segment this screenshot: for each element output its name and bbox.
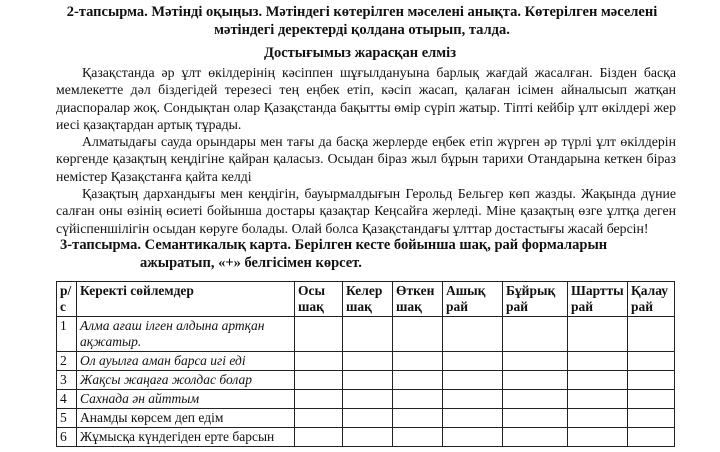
sentence-cell: Жақсы жаңаға жолдас болар [77,371,295,390]
answer-cell[interactable] [343,428,393,447]
answer-cell[interactable] [503,409,568,428]
row-number: 3 [57,371,77,390]
text-paragraph-3: Қазақтың дархандығы мен кеңдігін, бауырмалдығын Герольд Бельгер көп жазды. Жақында дүние салған оны өзінің өсиеті бойынша достары қазақтар Кеңсайға жерледі. Міне қазақтың өзге ұлтқа деген сүйіспеншілігін осыдан көруге болады. Олай болса Қазақстандағы ұлттар достастығы жасай берсін! [56,186,676,236]
sentence-cell: Алма ағаш ілген алдына артқан ақжатыр. [77,317,295,352]
row-number: 4 [57,390,77,409]
answer-cell[interactable] [343,317,393,352]
answer-cell[interactable] [443,317,503,352]
header-cell: Өткен шақ [393,282,443,317]
text-title: Достығымыз жарасқан елміз [263,45,457,61]
row-number: 5 [57,409,77,428]
header-cell: Бұйрық рай [503,282,568,317]
sentence-cell: Жұмысқа күндегіден ерте барсын [77,428,295,447]
answer-cell[interactable] [568,428,628,447]
task3-heading-line2: ажыратып, «+» белгісімен көрсет. [140,255,362,271]
answer-cell[interactable] [568,409,628,428]
sentence-cell: Ол ауылға аман барса игі еді [77,352,295,371]
answer-cell[interactable] [443,428,503,447]
text-body [56,64,676,237]
answer-cell[interactable] [393,317,443,352]
text-paragraph-1: Қазақстанда әр ұлт өкілдерінің кәсіппен шұғылдануына барлық жағдай жасалған. Бізден басқа мемлекетте дәл біздегідей терезесі тең еңбек етіп, кәсіп жасап, қалаған ісімен айналысып жатқан диаспоралар жоқ. Сондықтан олар Қазақстанда бақытты өмір сүріп жатыр. Тіпті кейбір ұлт өкілдері жер иесі қазақтардан артық тұрады. [56,65,676,132]
answer-cell[interactable] [628,409,675,428]
answer-cell[interactable] [295,317,343,352]
answer-cell[interactable] [393,428,443,447]
answer-cell[interactable] [393,390,443,409]
answer-cell[interactable] [628,371,675,390]
row-number: 6 [57,428,77,447]
task3-heading [60,236,680,272]
header-cell: Шартты рай [568,282,628,317]
header-cell: р/ с [57,282,77,317]
header-cell: Ашық рай [443,282,503,317]
table-row [57,409,675,428]
task3-heading-line1: 3-тапсырма. Семантикалық карта. Берілген кесте бойынша шақ, рай формаларын [60,237,608,253]
table-row [57,352,675,371]
header-cell: Керекті сөйлемдер [77,282,295,317]
semantic-map-table [56,281,675,447]
header-cell: Осы шақ [295,282,343,317]
answer-cell[interactable] [295,352,343,371]
answer-cell[interactable] [343,390,393,409]
answer-cell[interactable] [443,371,503,390]
answer-cell[interactable] [393,409,443,428]
table-row [57,428,675,447]
table-row [57,390,675,409]
row-number: 1 [57,317,77,352]
answer-cell[interactable] [295,390,343,409]
answer-cell[interactable] [628,352,675,371]
answer-cell[interactable] [503,317,568,352]
answer-cell[interactable] [628,390,675,409]
answer-cell[interactable] [393,352,443,371]
table-header-row [57,282,675,317]
answer-cell[interactable] [443,409,503,428]
answer-cell[interactable] [393,371,443,390]
task2-heading: 2-тапсырма. Мәтінді оқыңыз. Мәтіндегі көтерілген мәселені анықта. Көтерілген мәселені мәтіндегі деректерді қолдана отырып, талда. [66,4,658,38]
answer-cell[interactable] [503,352,568,371]
sentence-cell: Анамды көрсем деп едім [77,409,295,428]
answer-cell[interactable] [295,428,343,447]
answer-cell[interactable] [343,352,393,371]
answer-cell[interactable] [295,371,343,390]
text-paragraph-2: Алматыдағы сауда орындары мен тағы да басқа жерлерде еңбек етіп жүрген әр түрлі ұлт өкілдерін көргенде қазақтың кеңдігіне қайран қаласыз. Осыдан біраз жыл бұрын тарихи Отандарына кеткен біраз немістер Қазақстанға қайта келді [56,134,676,184]
answer-cell[interactable] [343,371,393,390]
answer-cell[interactable] [443,352,503,371]
sentence-cell: Сахнада ән айттым [77,390,295,409]
answer-cell[interactable] [443,390,503,409]
answer-cell[interactable] [568,317,628,352]
answer-cell[interactable] [568,352,628,371]
table-row [57,371,675,390]
answer-cell[interactable] [343,409,393,428]
answer-cell[interactable] [628,317,675,352]
answer-cell[interactable] [503,371,568,390]
row-number: 2 [57,352,77,371]
table-row [57,317,675,352]
header-cell: Қалау рай [628,282,675,317]
answer-cell[interactable] [568,390,628,409]
answer-cell[interactable] [628,428,675,447]
header-cell: Келер шақ [343,282,393,317]
answer-cell[interactable] [295,409,343,428]
answer-cell[interactable] [503,390,568,409]
answer-cell[interactable] [568,371,628,390]
answer-cell[interactable] [503,428,568,447]
